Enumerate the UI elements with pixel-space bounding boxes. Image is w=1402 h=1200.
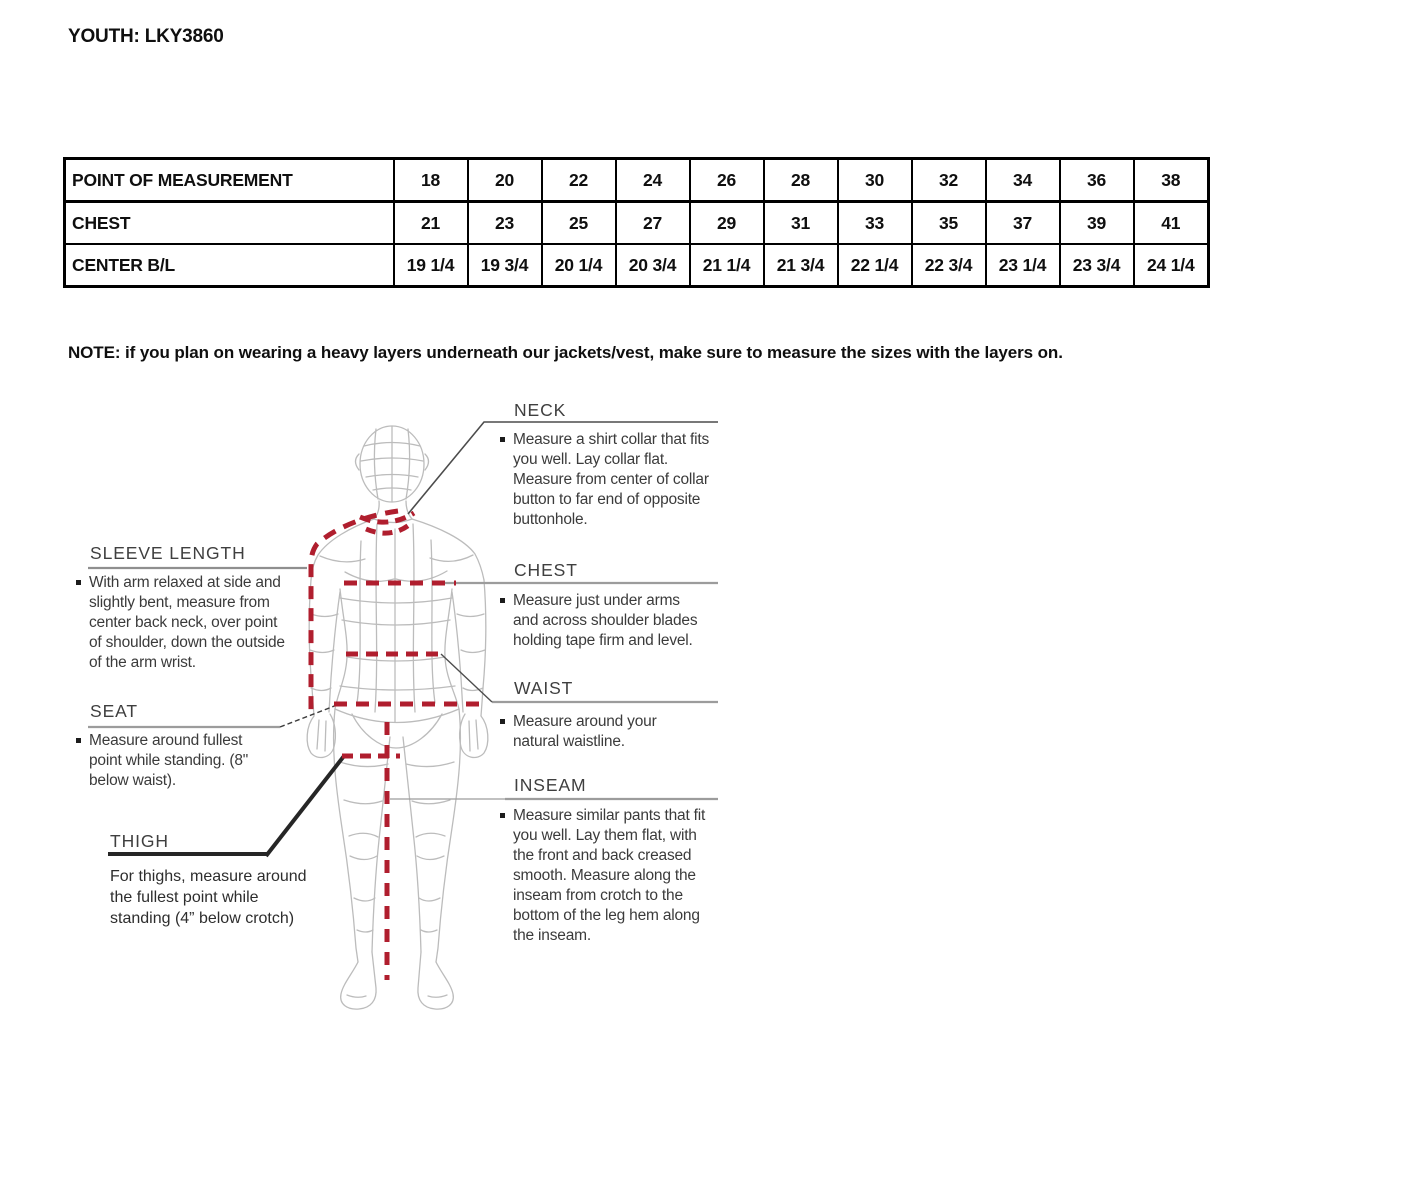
- section-desc-seat: [76, 731, 265, 791]
- table-row: [65, 244, 1209, 287]
- table-cell: 27: [616, 202, 690, 245]
- section-title-chest: CHEST: [514, 560, 578, 580]
- section-desc-thigh: [110, 866, 316, 929]
- bullet-icon: [76, 580, 81, 585]
- section-desc-inseam: [500, 806, 713, 946]
- table-header-cell: 20: [468, 159, 542, 202]
- table-cell: 20 1/4: [542, 244, 616, 287]
- table-cell: 23 1/4: [986, 244, 1060, 287]
- section-title-waist: WAIST: [514, 678, 574, 698]
- table-cell: 21 1/4: [690, 244, 764, 287]
- table-header-cell: 26: [690, 159, 764, 202]
- table-header-cell: POINT OF MEASUREMENT: [65, 159, 394, 202]
- table-cell: 22 3/4: [912, 244, 986, 287]
- section-desc-text: Measure a shirt collar that fits you well. Lay collar flat. Measure from center of collar button to far end of opposite buttonhole.: [513, 431, 710, 528]
- page-title: YOUTH: LKY3860: [68, 26, 224, 47]
- table-cell: 25: [542, 202, 616, 245]
- section-desc-text: For thighs, measure around the fullest point while standing (4” below crotch): [110, 868, 307, 927]
- table-cell: 19 3/4: [468, 244, 542, 287]
- section-title-neck: NECK: [514, 400, 567, 420]
- size-table: [63, 157, 1210, 288]
- section-desc-neck: [500, 430, 719, 530]
- table-header-cell: 34: [986, 159, 1060, 202]
- figure-wireframe: [307, 426, 488, 1009]
- section-desc-text: Measure similar pants that fit you well. Lay them flat, with the front and back creased smooth. Measure along the inseam from crotch to the bottom of the leg hem along the inseam.: [513, 807, 706, 944]
- row-label: CENTER B/L: [65, 244, 394, 287]
- waist-leader-line: [441, 654, 492, 702]
- seat-leader-line: [280, 705, 337, 727]
- table-header-cell: 24: [616, 159, 690, 202]
- measurement-lines: [311, 511, 480, 980]
- bullet-icon: [500, 719, 505, 724]
- table-cell: 41: [1134, 202, 1209, 245]
- section-desc-waist: [500, 712, 685, 752]
- table-header-cell: 30: [838, 159, 912, 202]
- section-desc-text: Measure just under arms and across shoulder blades holding tape firm and level.: [513, 592, 698, 649]
- collar-measure-line: [360, 513, 414, 522]
- table-cell: 39: [1060, 202, 1134, 245]
- table-cell: 22 1/4: [838, 244, 912, 287]
- table-header-cell: 36: [1060, 159, 1134, 202]
- table-cell: 33: [838, 202, 912, 245]
- section-desc-chest: [500, 591, 709, 651]
- thigh-leader-line: [266, 756, 344, 856]
- table-header-cell: 22: [542, 159, 616, 202]
- table-cell: 37: [986, 202, 1060, 245]
- section-desc-text: Measure around your natural waistline.: [513, 713, 657, 750]
- table-cell: 35: [912, 202, 986, 245]
- section-title-sleeve-length: SLEEVE LENGTH: [90, 543, 246, 563]
- sleeve-measure-line: [311, 511, 398, 714]
- section-title-seat: SEAT: [90, 701, 139, 721]
- table-cell: 21 3/4: [764, 244, 838, 287]
- table-cell: 23 3/4: [1060, 244, 1134, 287]
- table-cell: 23: [468, 202, 542, 245]
- bullet-icon: [76, 738, 81, 743]
- collar-measure-line-2: [366, 525, 409, 533]
- table-cell: 31: [764, 202, 838, 245]
- section-desc-text: With arm relaxed at side and slightly bent, measure from center back neck, over point of shoulder, down the outside of the arm wrist.: [89, 574, 285, 671]
- bullet-icon: [500, 598, 505, 603]
- section-title-thigh: THIGH: [110, 831, 169, 851]
- table-header-cell: 32: [912, 159, 986, 202]
- table-cell: 20 3/4: [616, 244, 690, 287]
- table-header-row: [65, 159, 1209, 202]
- section-desc-sleeve-length: [76, 573, 287, 673]
- table-header-cell: 18: [394, 159, 468, 202]
- bullet-icon: [500, 813, 505, 818]
- note-text: NOTE: if you plan on wearing a heavy layers underneath our jackets/vest, make sure to measure the sizes with the layers on.: [68, 343, 1063, 362]
- section-title-inseam: INSEAM: [514, 775, 587, 795]
- section-desc-text: Measure around fullest point while standing. (8" below waist).: [89, 732, 249, 789]
- table-cell: 21: [394, 202, 468, 245]
- row-label: CHEST: [65, 202, 394, 245]
- table-header-cell: 38: [1134, 159, 1209, 202]
- table-row: [65, 202, 1209, 245]
- bullet-icon: [500, 437, 505, 442]
- table-cell: 24 1/4: [1134, 244, 1209, 287]
- table-header-cell: 28: [764, 159, 838, 202]
- table-cell: 19 1/4: [394, 244, 468, 287]
- table-cell: 29: [690, 202, 764, 245]
